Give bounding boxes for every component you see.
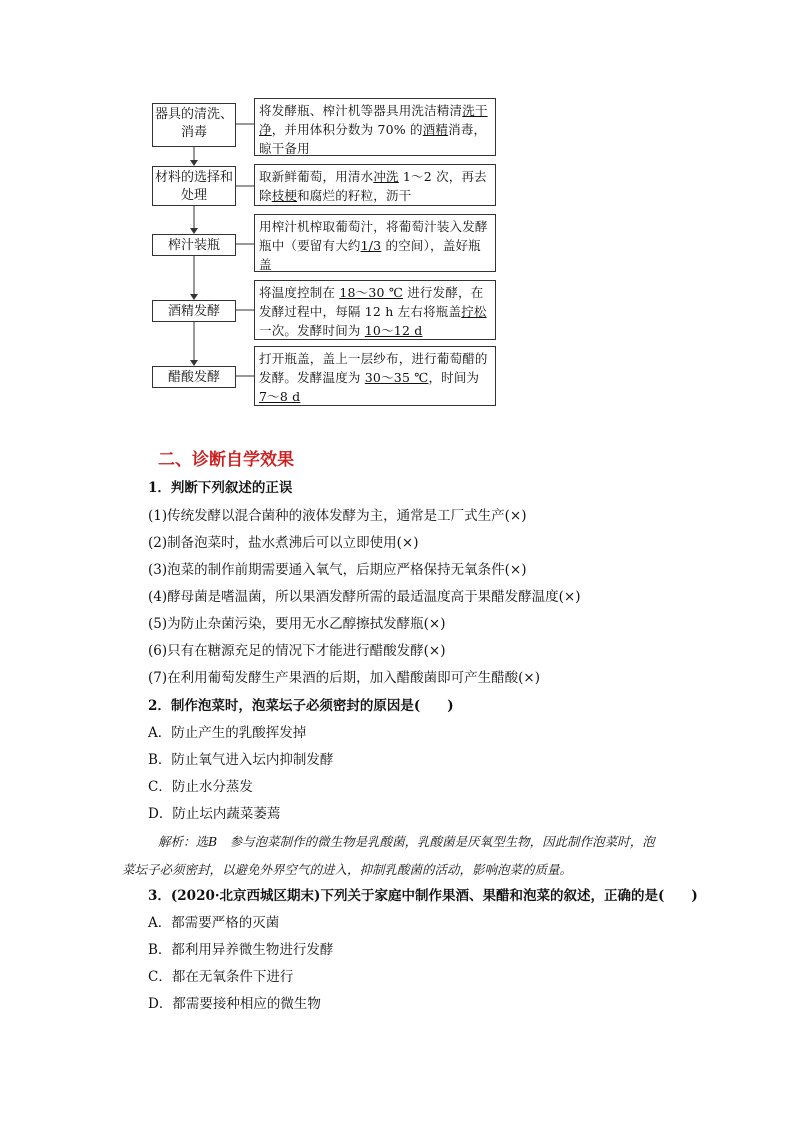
desc-text: 的空间），盖好瓶盖 xyxy=(259,238,481,272)
desc-text: 将温度控制在 xyxy=(259,285,340,300)
q2-option-c: C．防止水分蒸发 xyxy=(148,779,253,795)
desc-text: 取新鲜葡萄，用清水 xyxy=(259,169,374,184)
desc-key-term: 拧松 xyxy=(461,304,487,319)
q2-option-a: A．防止产生的乳酸挥发掉 xyxy=(148,725,307,741)
q1-stem: 1．判断下列叙述的正误 xyxy=(148,480,293,496)
step-label-juicing: 榨汁装瓶 xyxy=(152,234,236,256)
step-label-cleaning: 器具的清洗、消毒 xyxy=(152,103,236,147)
desc-key-term: 1/3 xyxy=(360,238,382,253)
section-title: 二、诊断自学效果 xyxy=(158,450,294,470)
q3-option-d: D．都需要接种相应的微生物 xyxy=(148,996,321,1012)
q1-item: (7)在利用葡萄发酵生产果酒的后期，加入醋酸菌即可产生醋酸(×) xyxy=(148,670,540,686)
desc-text: 消毒，晾干备用 xyxy=(259,122,487,156)
desc-text: 打开瓶盖，盖上一层纱布，进行葡萄醋的发酵。发酵温度为 xyxy=(259,351,488,385)
desc-key-term: 酒精 xyxy=(422,122,449,137)
q3-option-a: A．都需要严格的灭菌 xyxy=(148,915,280,931)
desc-key-term: 枝梗 xyxy=(271,188,298,203)
q1-item: (4)酵母菌是嗜温菌，所以果酒发酵所需的最适温度高于果醋发酵温度(×) xyxy=(148,589,581,605)
q2-stem: 2．制作泡菜时，泡菜坛子必须密封的原因是( ) xyxy=(148,698,454,714)
desc-key-term: 7～8 d xyxy=(259,389,301,404)
desc-text: 进行发酵，在发酵过程中，每隔 12 h 左右将瓶盖 xyxy=(259,285,484,319)
q2-option-b: B．防止氧气进入坛内抑制发酵 xyxy=(148,752,334,768)
desc-text: 用榨汁机榨取葡萄汁，将葡萄汁装入发酵瓶中（要留有大约 xyxy=(259,219,488,253)
step-desc-alcohol-fermentation xyxy=(254,280,496,340)
desc-key-term: 10～12 d xyxy=(364,323,423,338)
step-desc-acetic-fermentation xyxy=(254,346,496,406)
q3-stem: 3．(2020·北京西城区期末)下列关于家庭中制作果酒、果醋和泡菜的叙述，正确的是( ) xyxy=(148,888,698,904)
step-desc-materials xyxy=(254,164,496,206)
step-label-acetic-fermentation: 醋酸发酵 xyxy=(152,366,236,388)
desc-text: 将发酵瓶、榨汁机等器具用洗洁精清 xyxy=(259,103,463,118)
q1-item: (1)传统发酵以混合菌种的液体发酵为主，通常是工厂式生产(×) xyxy=(148,508,527,524)
q1-item: (2)制备泡菜时，盐水煮沸后可以立即使用(×) xyxy=(148,535,419,551)
desc-text: 1～2 次，再去除 xyxy=(259,169,487,203)
q1-item: (6)只有在糖源充足的情况下才能进行醋酸发酵(×) xyxy=(148,643,446,659)
desc-text: ，并用体积分数为 70% 的 xyxy=(271,122,423,137)
desc-key-term: 30～35 ℃ xyxy=(364,370,429,385)
desc-text: 和腐烂的籽粒，沥干 xyxy=(297,188,412,203)
step-desc-juicing xyxy=(254,214,496,272)
step-label-alcohol-fermentation: 酒精发酵 xyxy=(152,300,236,322)
step-desc-cleaning xyxy=(254,98,496,156)
q1-item: (5)为防止杂菌污染，要用无水乙醇擦拭发酵瓶(×) xyxy=(148,616,446,632)
q3-option-c: C．都在无氧条件下进行 xyxy=(148,969,294,985)
desc-key-term: 冲洗 xyxy=(373,169,399,184)
desc-text: ，时间为 xyxy=(428,370,480,385)
desc-text: 一次。发酵时间为 xyxy=(259,323,365,338)
q2-analysis: 解析：选B 参与泡菜制作的微生物是乳酸菌，乳酸菌是厌氧型生物，因此制作泡菜时，泡菜坛子必须密封，以避免外界空气的进入，抑制乳酸菌的活动，影响泡菜的质量。 xyxy=(122,834,655,877)
desc-key-term: 洗干净 xyxy=(259,103,488,137)
q2-option-d: D．防止坛内蔬菜萎蔫 xyxy=(148,806,281,822)
q1-item: (3)泡菜的制作前期需要通入氧气，后期应严格保持无氧条件(×) xyxy=(148,562,527,578)
q3-option-b: B．都利用异养微生物进行发酵 xyxy=(148,942,334,958)
flowchart xyxy=(152,98,497,410)
desc-key-term: 18～30 ℃ xyxy=(339,285,404,300)
step-label-materials: 材料的选择和处理 xyxy=(152,166,236,206)
